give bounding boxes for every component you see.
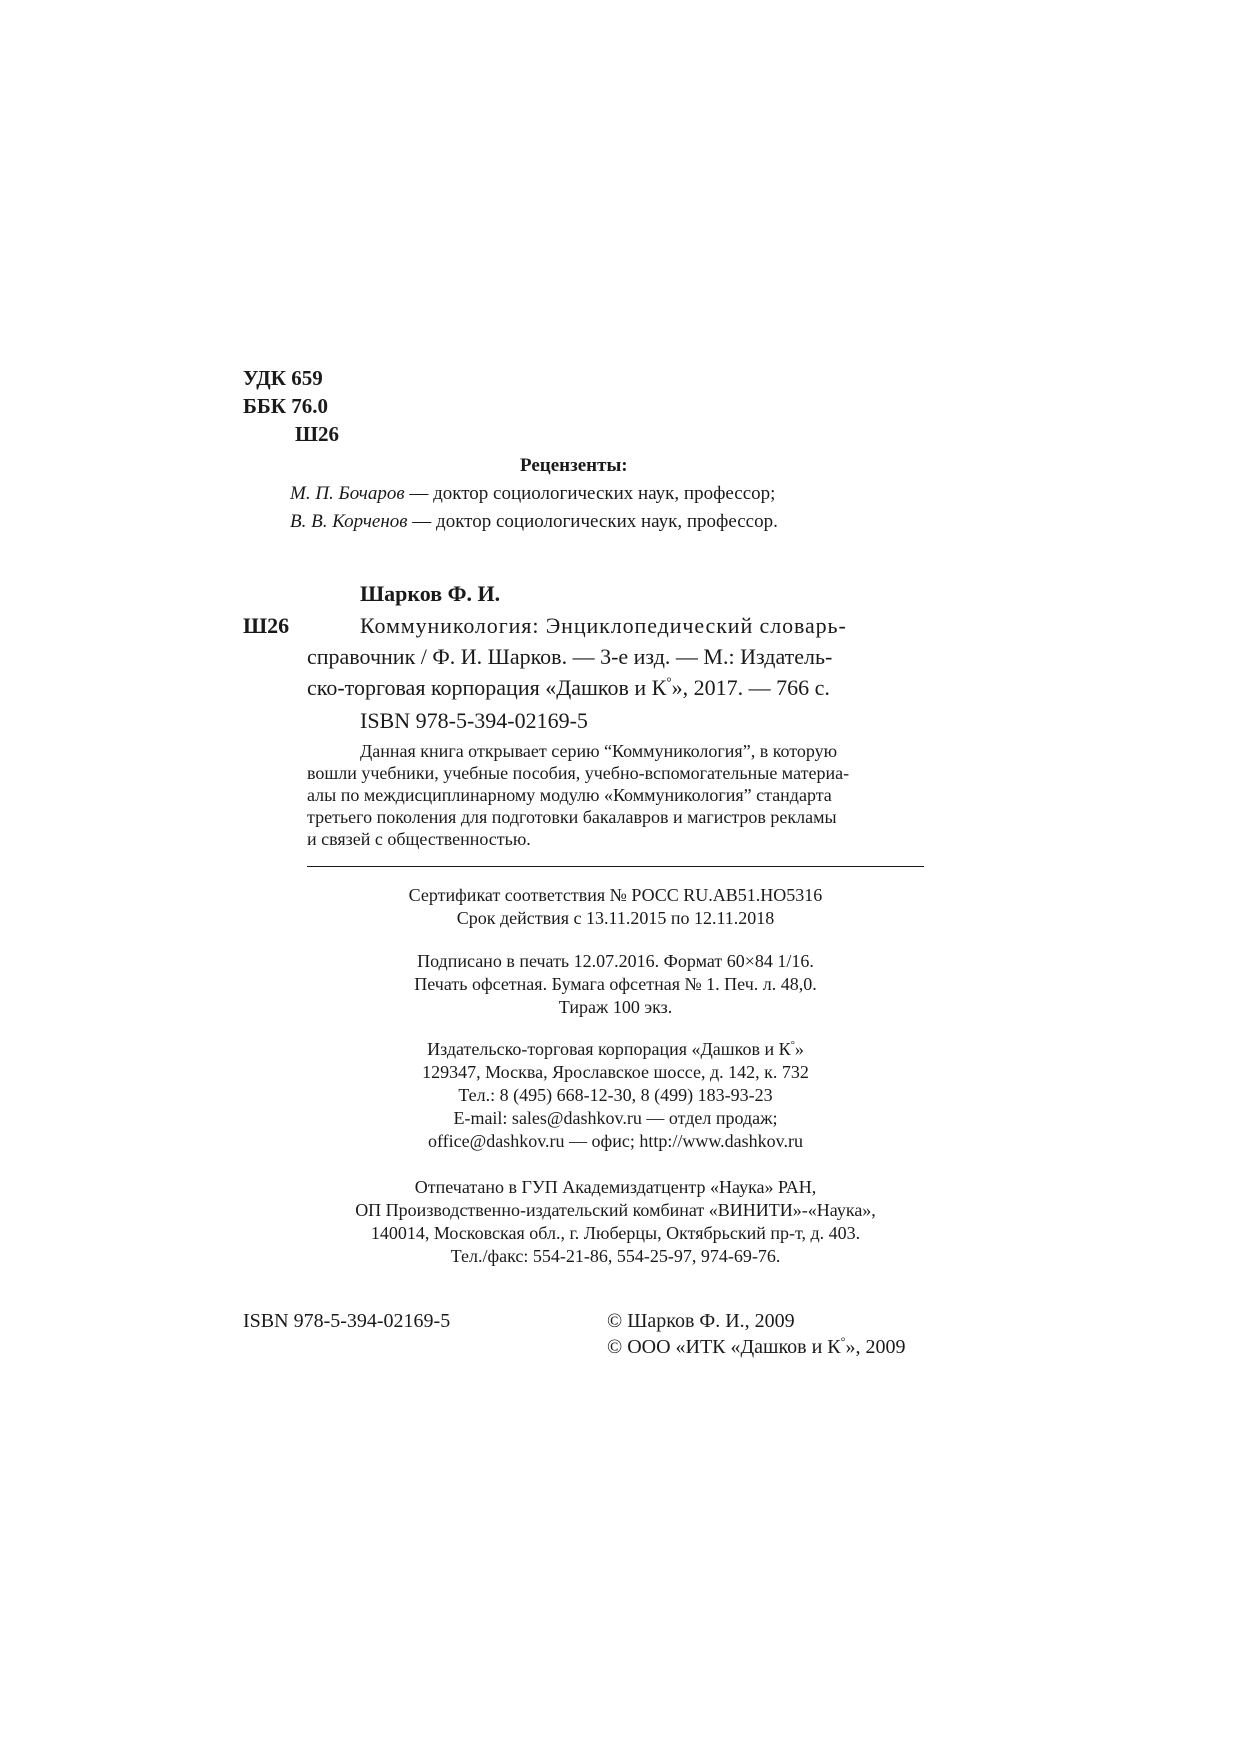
- print-info-line-1: Подписано в печать 12.07.2016. Формат 60×84 1/16.: [417, 951, 814, 971]
- annotation-line-5: и связей с общественностью.: [307, 829, 531, 849]
- footer-isbn: ISBN 978-5-394-02169-5: [243, 1310, 451, 1332]
- reviewers-title: Рецензенты:: [520, 455, 628, 476]
- publisher-name-start: Издательско-торговая корпорация «Дашков и К: [427, 1039, 791, 1059]
- printer-line-1: Отпечатано в ГУП Академиздатцентр «Наука» РАН,: [414, 1177, 817, 1197]
- annotation-line-4: третьего поколения для подготовки бакалавров и магистров рекламы: [307, 807, 837, 827]
- publisher-phone: Тел.: 8 (495) 668-12-30, 8 (499) 183-93-23: [458, 1085, 773, 1105]
- footer-copyright-publisher-start: © ООО «ИТК «Дашков и К: [607, 1336, 841, 1358]
- print-info-line-2: Печать офсетная. Бумага офсетная № 1. Печ. л. 48,0.: [414, 974, 817, 994]
- annotation-line-3: алы по междисциплинарному модулю «Коммуникология” стандарта: [307, 785, 832, 805]
- certificate-line-2: Срок действия с 13.11.2015 по 12.11.2018: [456, 908, 775, 928]
- publisher-office: office@dashkov.ru — офис; http://www.dashkov.ru: [428, 1131, 803, 1151]
- entry-line-3-start: ско-торговая корпорация «Дашков и К: [307, 675, 667, 700]
- entry-line-3-end: », 2017. — 766 с.: [671, 675, 830, 700]
- entry-mark: Ш26: [243, 613, 290, 638]
- annotation-line-2: вошли учебники, учебные пособия, учебно-вспомогательные материа-: [307, 763, 850, 783]
- print-info-line-3: Тираж 100 экз.: [558, 997, 673, 1017]
- printer-line-3: 140014, Московская обл., г. Люберцы, Октябрьский пр-т, д. 403.: [370, 1223, 861, 1243]
- publisher-name: [307, 1038, 924, 1061]
- reviewer-2: [290, 508, 778, 536]
- footer-copyright-publisher: [607, 1334, 905, 1360]
- author-mark-code: Ш26: [295, 422, 340, 446]
- footer-copyright-author: © Шарков Ф. И., 2009: [607, 1310, 795, 1332]
- reviewer-1-desc: — доктор социологических наук, профессор;: [404, 483, 776, 504]
- publisher-name-end: »: [794, 1039, 804, 1059]
- udk-code: УДК 659: [243, 366, 323, 390]
- printer-line-2: ОП Производственно-издательский комбинат «ВИНИТИ»-«Наука»,: [355, 1200, 876, 1220]
- entry-author: Шарков Ф. И.: [360, 581, 501, 606]
- reviewer-2-name: В. В. Корченов: [290, 511, 408, 532]
- bbk-code: ББК 76.0: [243, 394, 328, 418]
- reviewer-2-desc: — доктор социологических наук, профессор.: [407, 511, 778, 532]
- certificate-line-1: Сертификат соответствия № РОСС RU.АВ51.НО5316: [408, 885, 823, 905]
- publisher-address: 129347, Москва, Ярославское шоссе, д. 142, к. 732: [422, 1062, 809, 1082]
- entry-line-2: справочник / Ф. И. Шарков. — 3-е изд. — М.: Издатель-: [307, 644, 833, 669]
- entry-line-3: [307, 672, 830, 703]
- degree-mark: °: [666, 674, 672, 690]
- annotation-line-1: Данная книга открывает серию “Коммуникология”, в которую: [360, 741, 838, 761]
- entry-line-1: Коммуникология: Энциклопедический словарь-: [360, 613, 847, 638]
- reviewer-1: [290, 480, 775, 508]
- divider-rule: [307, 866, 924, 867]
- degree-mark: °: [790, 1039, 795, 1051]
- publisher-email: E-mail: sales@dashkov.ru — отдел продаж;: [453, 1108, 778, 1128]
- footer-copyright-publisher-end: », 2009: [845, 1336, 906, 1358]
- degree-mark: °: [840, 1334, 846, 1349]
- printer-line-4: Тел./факс: 554-21-86, 554-25-97, 974-69-76.: [450, 1246, 781, 1266]
- entry-isbn: ISBN 978-5-394-02169-5: [360, 708, 588, 733]
- reviewer-1-name: М. П. Бочаров: [290, 483, 405, 504]
